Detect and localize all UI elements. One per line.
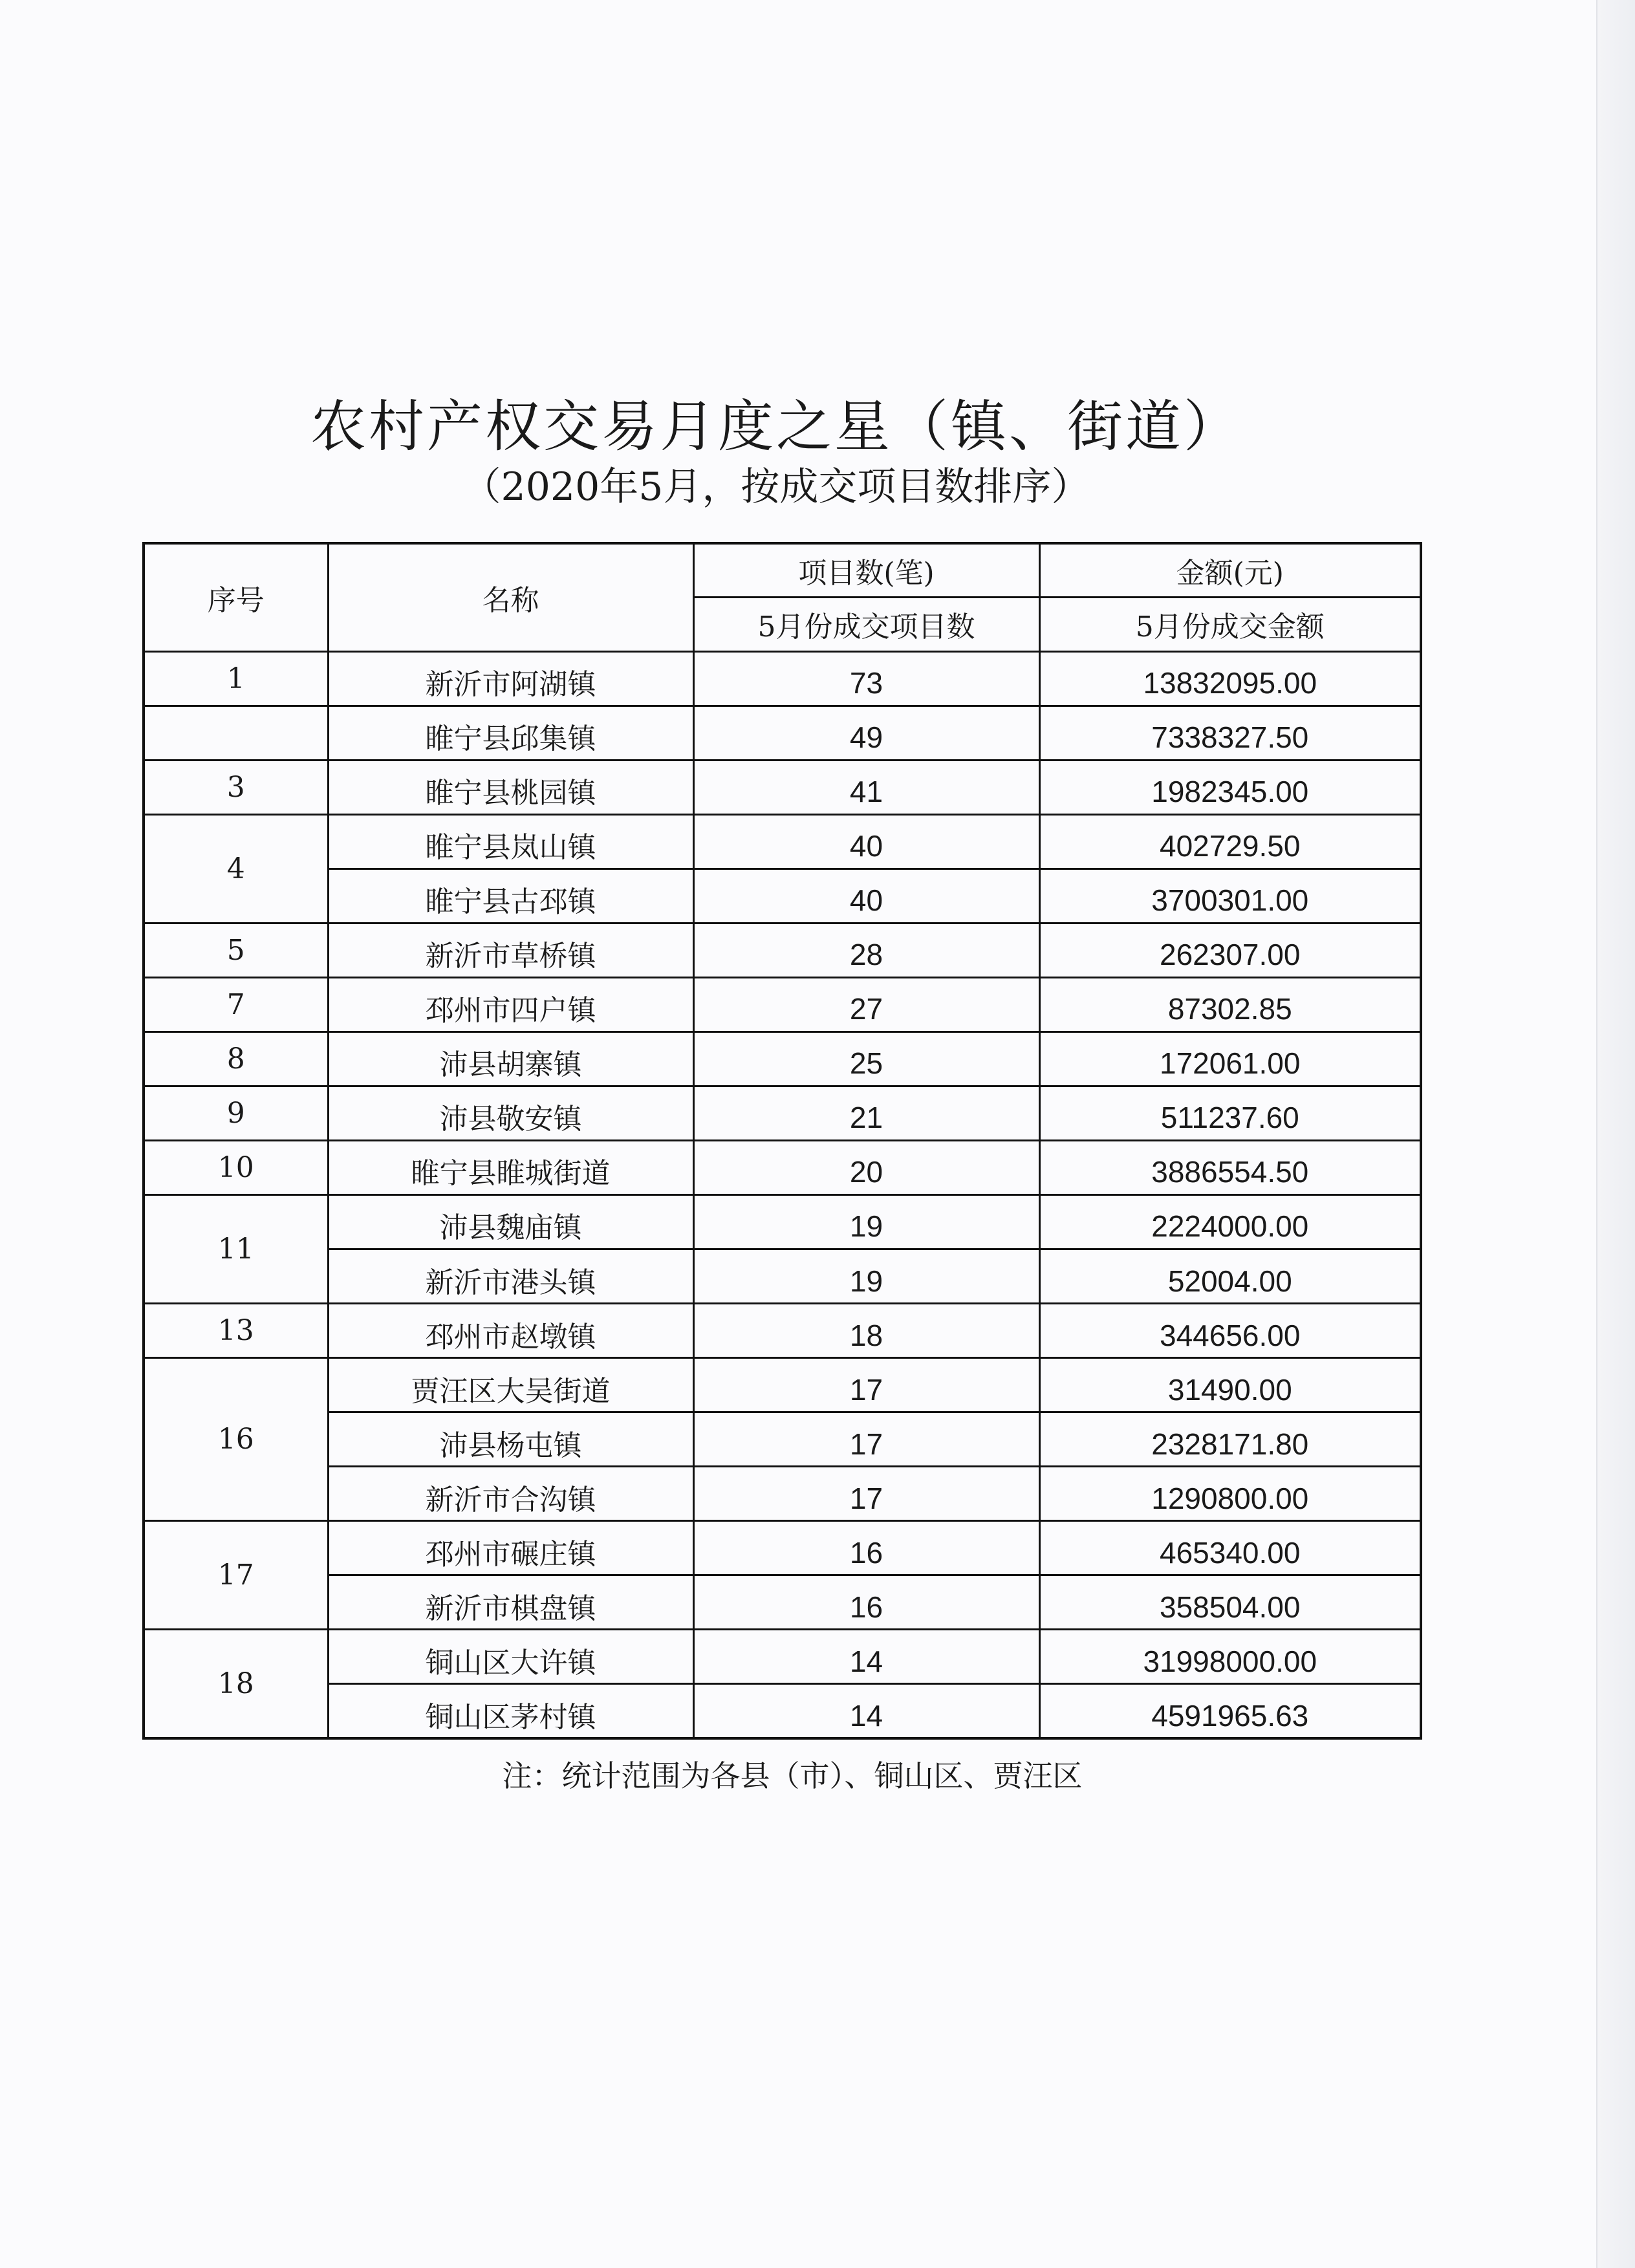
count-cell: 49 [693,706,1039,760]
rank-cell: 16 [144,1358,328,1521]
header-count-group: 项目数(笔) [693,543,1039,597]
rank-cell: 10 [144,1140,328,1194]
count-cell: 14 [693,1684,1039,1738]
header-amount-group: 金额(元) [1039,543,1421,597]
name-cell: 邳州市碾庄镇 [328,1521,693,1575]
table-row [144,1194,1421,1249]
count-cell: 25 [693,1031,1039,1086]
amount-cell: 7338327.50 [1039,706,1421,760]
rank-cell: 3 [144,760,328,814]
amount-cell: 2224000.00 [1039,1194,1421,1249]
name-cell: 沛县胡寨镇 [328,1031,693,1086]
count-cell: 73 [693,651,1039,706]
rank-cell: 11 [144,1194,328,1303]
header-name: 名称 [328,543,693,651]
table-row [144,1412,1421,1467]
count-cell: 18 [693,1304,1039,1358]
name-cell: 新沂市合沟镇 [328,1467,693,1521]
amount-cell: 52004.00 [1039,1249,1421,1304]
table-row [144,1031,1421,1086]
table-row [144,706,1421,760]
amount-cell: 3700301.00 [1039,869,1421,923]
table-row [144,1358,1421,1412]
count-cell: 19 [693,1249,1039,1304]
name-cell: 新沂市棋盘镇 [328,1575,693,1630]
amount-cell: 87302.85 [1039,977,1421,1031]
rank-cell: 18 [144,1630,328,1738]
rank-cell: 1 [144,651,328,706]
name-cell: 邳州市四户镇 [328,977,693,1031]
count-cell: 28 [693,923,1039,977]
name-cell: 铜山区大许镇 [328,1630,693,1684]
count-cell: 14 [693,1630,1039,1684]
amount-cell: 4591965.63 [1039,1684,1421,1738]
header-count-sub: 5月份成交项目数 [693,597,1039,651]
count-cell: 17 [693,1358,1039,1412]
table-row [144,1575,1421,1630]
count-cell: 17 [693,1467,1039,1521]
count-cell: 16 [693,1575,1039,1630]
table-row [144,977,1421,1031]
name-cell: 睢宁县岚山镇 [328,814,693,869]
rank-cell: 17 [144,1521,328,1630]
count-cell: 19 [693,1194,1039,1249]
table-row [144,1630,1421,1684]
amount-cell: 1982345.00 [1039,760,1421,814]
count-cell: 40 [693,869,1039,923]
table-row [144,923,1421,977]
count-cell: 17 [693,1412,1039,1467]
rank-cell [144,706,328,760]
ranking-table [142,542,1422,1740]
rank-cell: 9 [144,1086,328,1140]
amount-cell: 31998000.00 [1039,1630,1421,1684]
table-row [144,1467,1421,1521]
table-row [144,760,1421,814]
count-cell: 20 [693,1140,1039,1194]
name-cell: 睢宁县睢城街道 [328,1140,693,1194]
count-cell: 21 [693,1086,1039,1140]
table-row [144,1304,1421,1358]
name-cell: 新沂市阿湖镇 [328,651,693,706]
amount-cell: 402729.50 [1039,814,1421,869]
rank-cell: 7 [144,977,328,1031]
footnote: 注：统计范围为各县（市）、铜山区、贾汪区 [502,1758,1083,1793]
amount-cell: 13832095.00 [1039,651,1421,706]
amount-cell: 31490.00 [1039,1358,1421,1412]
name-cell: 睢宁县桃园镇 [328,760,693,814]
table-row [144,1249,1421,1304]
page-edge [1596,0,1635,2268]
name-cell: 沛县杨屯镇 [328,1412,693,1467]
count-cell: 16 [693,1521,1039,1575]
header-rank: 序号 [144,543,328,651]
amount-cell: 1290800.00 [1039,1467,1421,1521]
page-subtitle: （2020年5月，按成交项目数排序） [462,464,1090,510]
name-cell: 沛县魏庙镇 [328,1194,693,1249]
rank-cell: 4 [144,814,328,923]
name-cell: 沛县敬安镇 [328,1086,693,1140]
amount-cell: 3886554.50 [1039,1140,1421,1194]
table-row [144,651,1421,706]
name-cell: 新沂市草桥镇 [328,923,693,977]
name-cell: 铜山区茅村镇 [328,1684,693,1738]
rank-cell: 13 [144,1304,328,1358]
amount-cell: 172061.00 [1039,1031,1421,1086]
header-amount-sub: 5月份成交金额 [1039,597,1421,651]
table-row [144,1684,1421,1738]
amount-cell: 358504.00 [1039,1575,1421,1630]
name-cell: 贾汪区大吴街道 [328,1358,693,1412]
amount-cell: 2328171.80 [1039,1412,1421,1467]
amount-cell: 465340.00 [1039,1521,1421,1575]
count-cell: 40 [693,814,1039,869]
name-cell: 邳州市赵墩镇 [328,1304,693,1358]
page-title: 农村产权交易月度之星（镇、街道） [310,394,1242,459]
count-cell: 27 [693,977,1039,1031]
table-row [144,1521,1421,1575]
amount-cell: 511237.60 [1039,1086,1421,1140]
table-row [144,1140,1421,1194]
amount-cell: 262307.00 [1039,923,1421,977]
name-cell: 睢宁县古邳镇 [328,869,693,923]
rank-cell: 8 [144,1031,328,1086]
table-row [144,814,1421,869]
amount-cell: 344656.00 [1039,1304,1421,1358]
table-row [144,1086,1421,1140]
table-row [144,869,1421,923]
rank-cell: 5 [144,923,328,977]
count-cell: 41 [693,760,1039,814]
name-cell: 睢宁县邱集镇 [328,706,693,760]
name-cell: 新沂市港头镇 [328,1249,693,1304]
